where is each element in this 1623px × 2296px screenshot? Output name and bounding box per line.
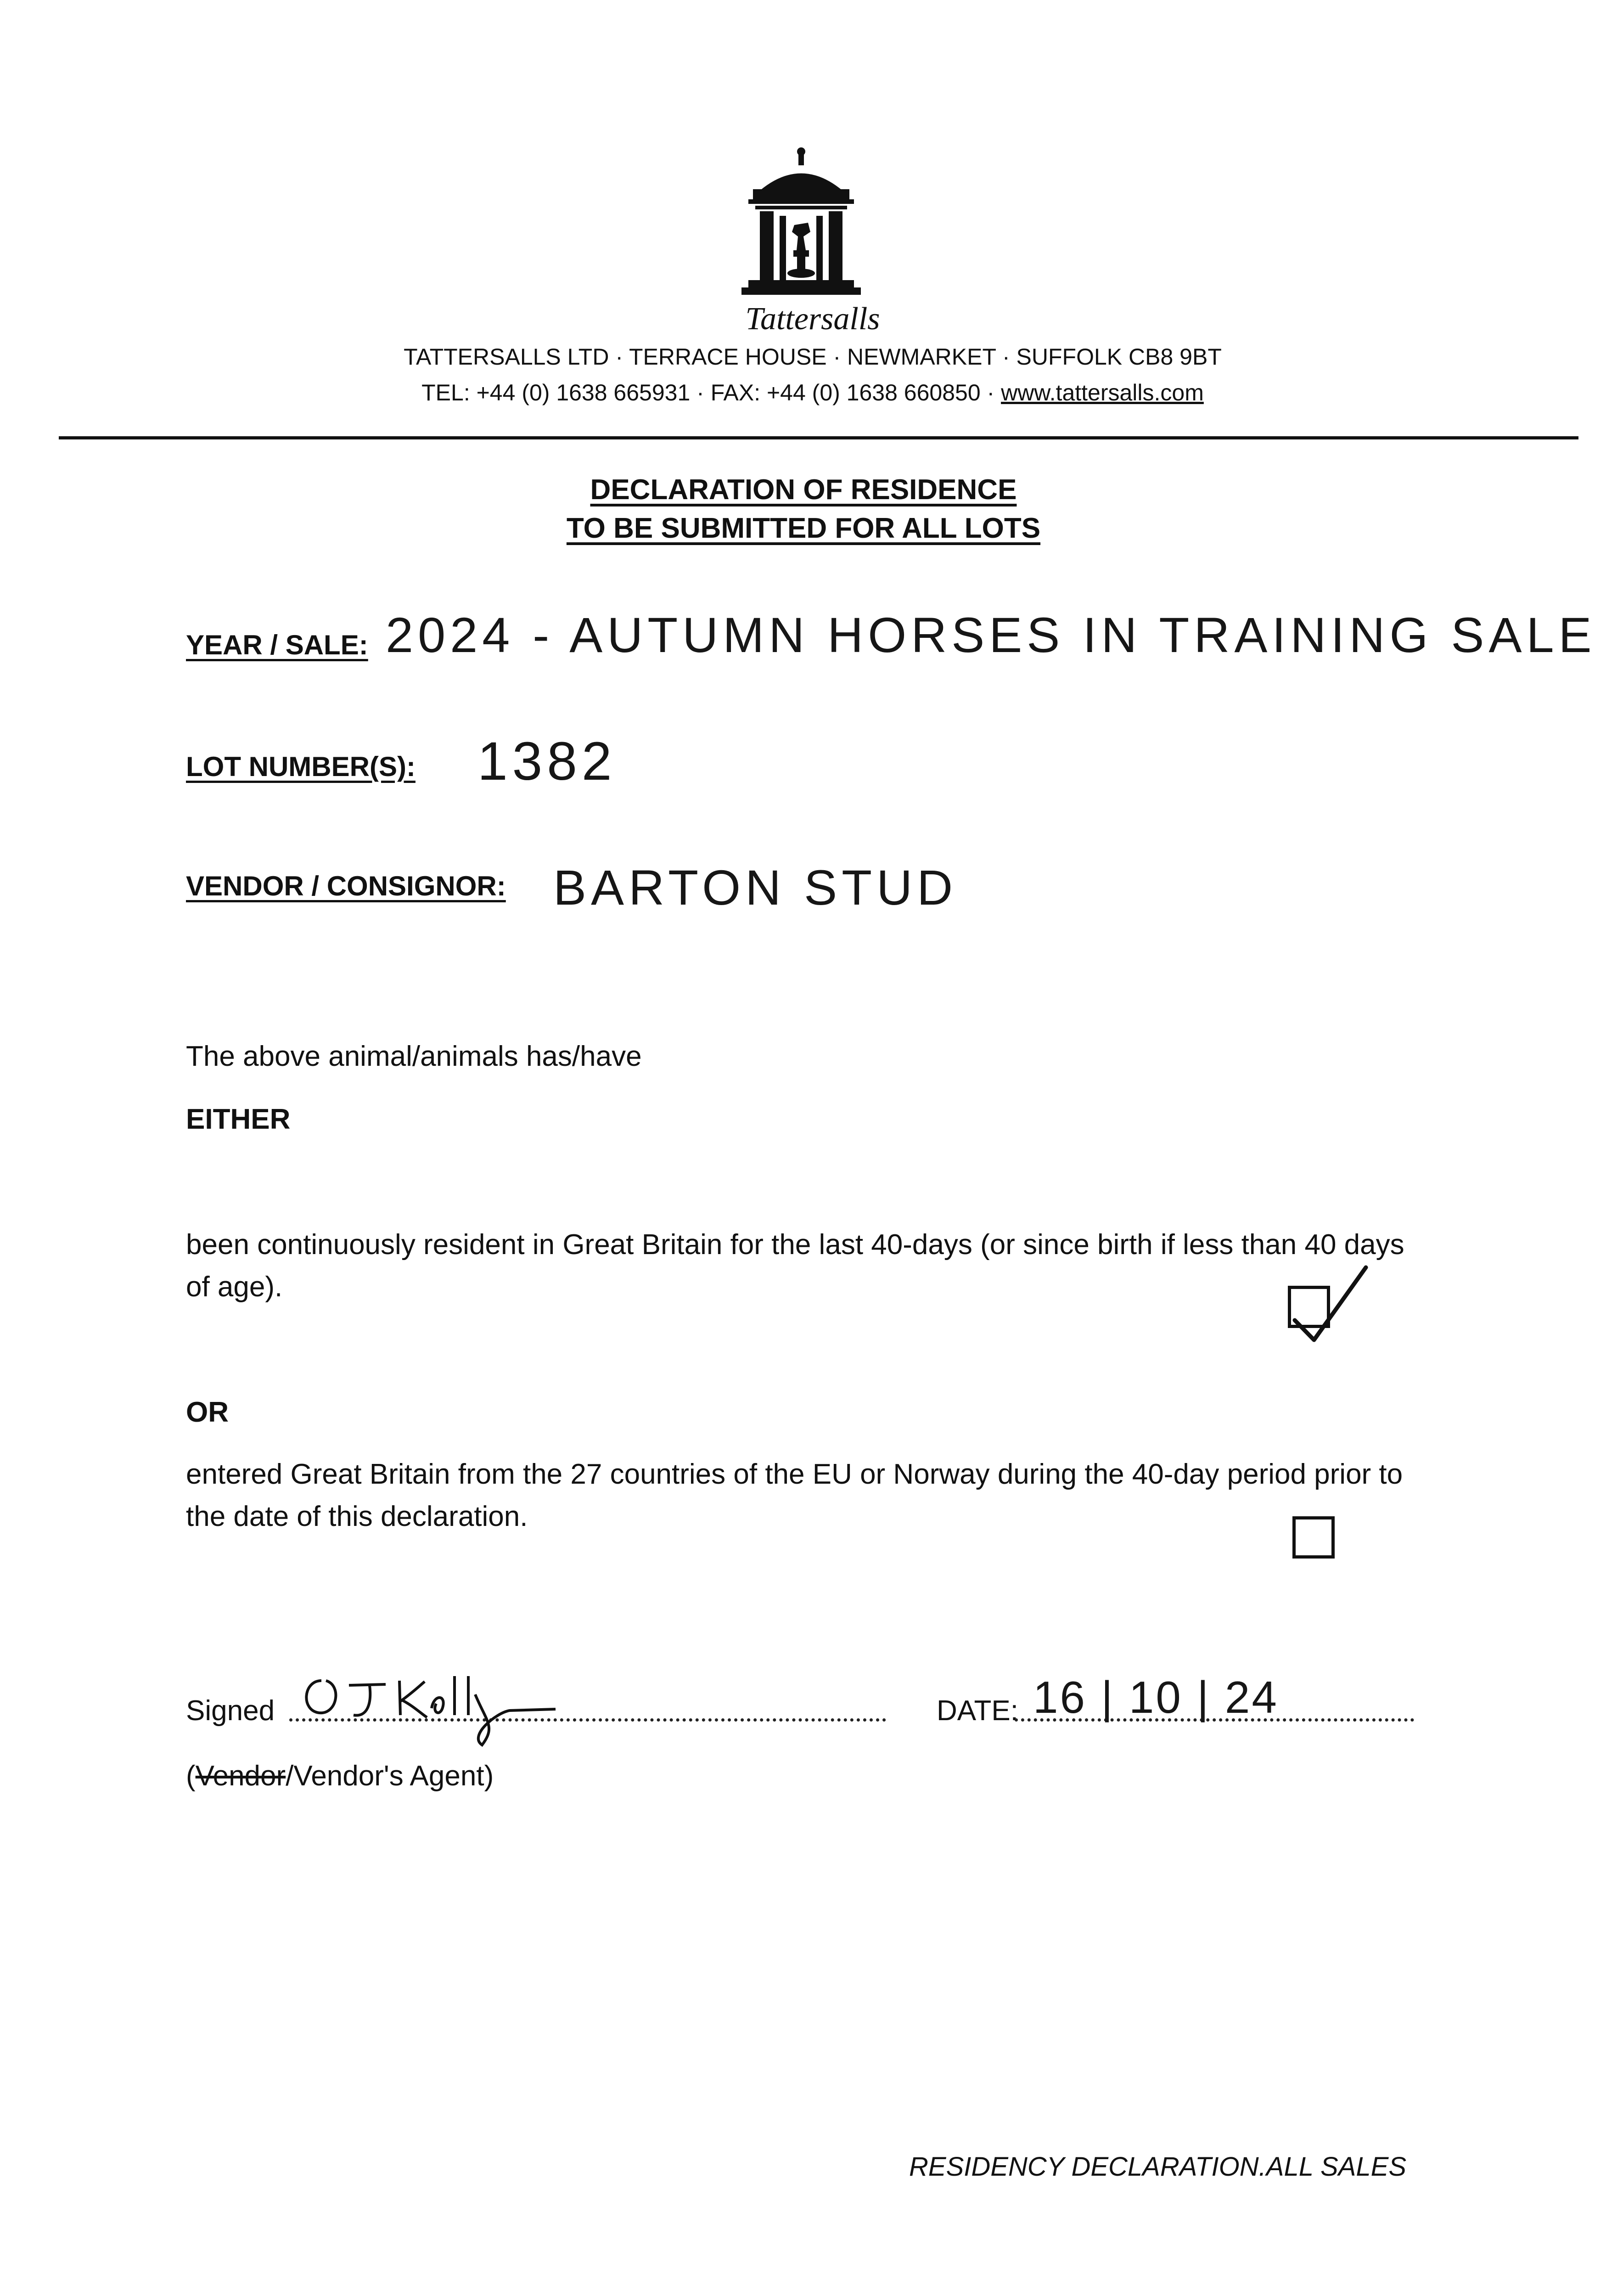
footer-reference: RESIDENCY DECLARATION.ALL SALES — [909, 2152, 1407, 2182]
handwritten-signature-icon — [294, 1667, 560, 1750]
title-line-1: DECLARATION OF RESIDENCE — [590, 474, 1017, 506]
option-2-text: entered Great Britain from the 27 countries of the EU or Norway during the 40-day period prior to the date of this declaration. — [186, 1458, 1403, 1532]
vendor-consignor-label: VENDOR / CONSIGNOR: — [186, 871, 506, 901]
company-address: TATTERSALLS LTD · TERRACE HOUSE · NEWMARKET · SUFFOLK CB8 9BT — [404, 344, 1222, 370]
tattersalls-logo — [735, 147, 868, 303]
or-label: OR — [186, 1396, 229, 1428]
rotunda-logo-icon — [735, 147, 868, 303]
year-sale-label: YEAR / SALE: — [186, 630, 368, 660]
checkmark-icon — [1286, 1258, 1387, 1359]
role-vendor-agent: /Vendor's Agent) — [286, 1760, 494, 1792]
website-link[interactable]: www.tattersalls.com — [1001, 380, 1204, 405]
either-label: EITHER — [186, 1103, 291, 1135]
lot-numbers-value: 1382 — [477, 731, 617, 792]
document-title — [413, 471, 1194, 548]
signed-label: Signed — [186, 1695, 275, 1727]
date-label: DATE: — [937, 1695, 1018, 1727]
year-sale-value: 2024 - AUTUMN HORSES IN TRAINING SALE — [386, 607, 1596, 663]
option-1-text: been continuously resident in Great Britain for the last 40-days (or since birth if less than 40 days of age). — [186, 1229, 1404, 1303]
title-line-2: TO BE SUBMITTED FOR ALL LOTS — [566, 512, 1041, 544]
signature-image — [294, 1667, 560, 1750]
option-2-checkbox[interactable] — [1292, 1516, 1335, 1559]
lot-numbers-label: LOT NUMBER(S): — [186, 751, 416, 782]
declaration-intro: The above animal/animals has/have — [186, 1041, 642, 1072]
date-value: 16 | 10 | 24 — [1033, 1672, 1279, 1722]
header-rule — [59, 436, 1578, 439]
company-contact — [275, 379, 1350, 406]
role-vendor-struck: Vendor — [195, 1760, 286, 1792]
company-name: Tattersalls — [745, 301, 880, 337]
contact-numbers: TEL: +44 (0) 1638 665931 · FAX: +44 (0) 1638 660850 · — [421, 380, 1001, 405]
signatory-role: (Vendor/Vendor's Agent) — [186, 1760, 494, 1792]
vendor-consignor-value: BARTON STUD — [553, 860, 958, 915]
